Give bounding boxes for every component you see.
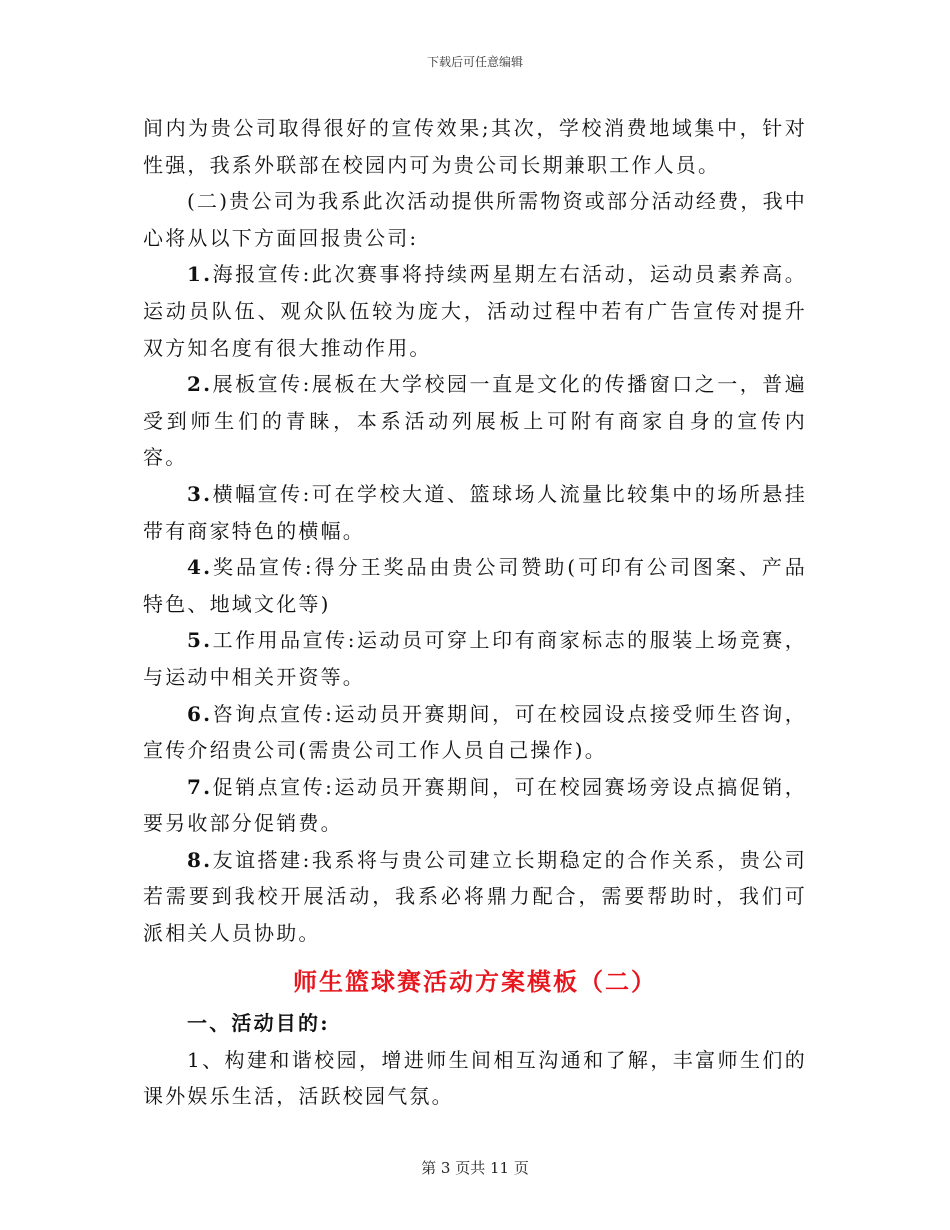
paragraph-sponsor-return: (二)贵公司为我系此次活动提供所需物资或部分活动经费，我中心将从以下方面回报贵公司: bbox=[143, 189, 807, 250]
list-item-number: 6. bbox=[187, 701, 213, 726]
list-item-number: 8. bbox=[187, 847, 213, 872]
list-item-friendship bbox=[143, 842, 807, 952]
list-item-text: 展板宣传:展板在大学校园一直是文化的传播窗口之一，普遍受到师生们的青睐，本系活动列展板上可附有商家自身的宣传内容。 bbox=[143, 372, 807, 470]
list-item-banner bbox=[143, 476, 807, 549]
list-item-number: 5. bbox=[187, 628, 213, 653]
paragraph-goal-1: 1、构建和谐校园，增进师生间相互沟通和了解，丰富师生们的课外娱乐生活，活跃校园气氛。 bbox=[143, 1047, 807, 1109]
list-item-poster bbox=[143, 256, 807, 366]
list-item-number: 2. bbox=[187, 372, 213, 397]
list-item-promotion bbox=[143, 769, 807, 842]
list-item-number: 3. bbox=[187, 481, 213, 506]
document-body bbox=[143, 110, 807, 1115]
list-item-text: 促销点宣传:运动员开赛期间，可在校园赛场旁设点搞促销，要另收部分促销费。 bbox=[143, 774, 807, 836]
list-item-text: 海报宣传:此次赛事将持续两星期左右活动，运动员素养高。运动员队伍、观众队伍较为庞大，活动过程中若有广告宣传对提升双方知名度有很大推动作用。 bbox=[143, 262, 807, 360]
list-item-number: 4. bbox=[187, 555, 213, 580]
section-subheading: 一、活动目的: bbox=[187, 1010, 330, 1035]
list-item-work-supplies bbox=[143, 622, 807, 695]
list-item-text: 奖品宣传:得分王奖品由贵公司赞助(可印有公司图案、产品特色、地域文化等) bbox=[143, 555, 807, 616]
page-header: 下载后可任意编辑 bbox=[426, 55, 523, 69]
list-item-consultation bbox=[143, 696, 807, 769]
paragraph-continuation: 间内为贵公司取得很好的宣传效果;其次，学校消费地域集中，针对性强，我系外联部在校园内可为贵公司长期兼职工作人员。 bbox=[143, 116, 807, 177]
list-item-display-board bbox=[143, 366, 807, 476]
list-item-number: 7. bbox=[187, 774, 213, 799]
list-item-prize bbox=[143, 549, 807, 622]
list-item-text: 工作用品宣传:运动员可穿上印有商家标志的服装上场竞赛，与运动中相关开资等。 bbox=[143, 628, 807, 689]
list-item-number: 1. bbox=[187, 262, 213, 287]
list-item-text: 友谊搭建:我系将与贵公司建立长期稳定的合作关系，贵公司若需要到我校开展活动，我系必将鼎力配合，需要帮助时，我们可派相关人员协助。 bbox=[143, 847, 807, 946]
section-title: 师生篮球赛活动方案模板（二） bbox=[293, 966, 657, 996]
list-item-text: 横幅宣传:可在学校大道、篮球场人流量比较集中的场所悬挂带有商家特色的横幅。 bbox=[143, 481, 807, 543]
page-footer: 第 3 页共 11 页 bbox=[421, 1159, 529, 1177]
list-item-text: 咨询点宣传:运动员开赛期间，可在校园设点接受师生咨询，宣传介绍贵公司(需贵公司工作人员自己操作)。 bbox=[143, 701, 807, 763]
